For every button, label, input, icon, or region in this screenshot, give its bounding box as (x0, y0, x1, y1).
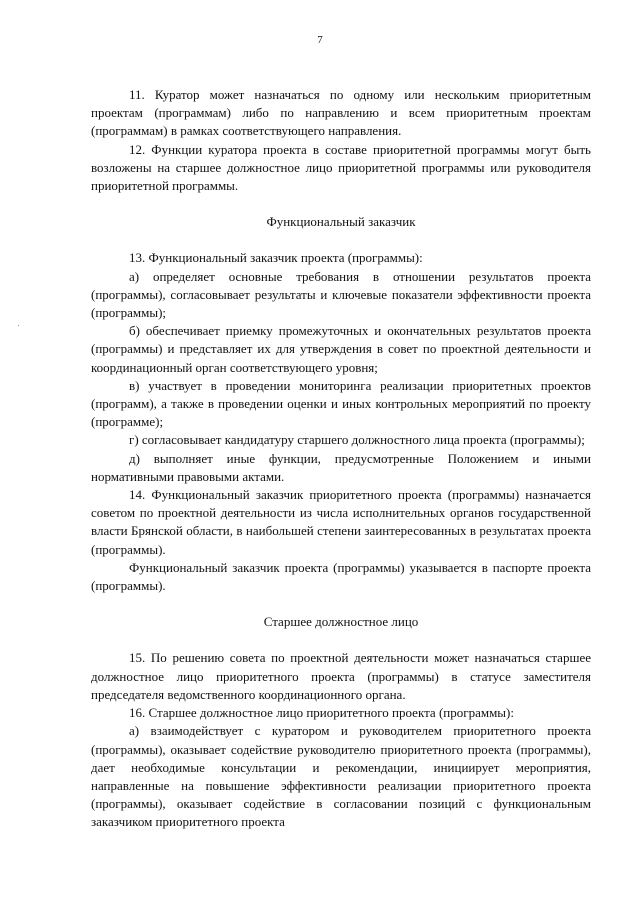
paragraph-13: 13. Функциональный заказчик проекта (программы): (129, 250, 423, 266)
paragraph-16: 16. Старшее должностное лицо приоритетного проекта (программы): (129, 705, 514, 721)
paragraph-14-note: Функциональный заказчик проекта (программы) указывается в паспорте проекта (программы). (91, 559, 591, 594)
paragraph-13-v: в) участвует в проведении мониторинга реализации приоритетных проектов (программ), а также в проведении оценки и иных контрольных мероприятий по проекту (программе); (91, 377, 591, 430)
scan-dot (18, 325, 19, 326)
section-heading-senior-official: Старшее должностное лицо (263, 614, 419, 630)
section-heading-functional-customer: Функциональный заказчик (266, 214, 416, 230)
page-number: 7 (317, 34, 323, 46)
paragraph-15: 15. По решению совета по проектной деятельности может назначаться старшее должностное лицо приоритетного проекта (программы) в статусе заместителя председателя ведомственного координационного органа. (91, 650, 591, 702)
paragraph-13-g: г) согласовывает кандидатуру старшего должностного лица проекта (программы); (129, 432, 585, 448)
paragraph-16-a: а) взаимодействует с куратором и руководителем приоритетного проекта (программы), оказывает содействие руководителю приоритетного проекта (программы), дает необходимые консультации и рекомендации, инициирует мероприятия, направленные на повышение эффективности реализации приоритетного проекта (программы), оказывает содействие в согласовании позиций с функциональным заказчиком приоритетного проекта (91, 723, 591, 830)
paragraph-14: 14. Функциональный заказчик приоритетного проекта (программы) назначается советом по проектной деятельности из числа исполнительных органов государственной власти Брянской области, в наибольшей степени заинтересованных в результатах проекта (программы). (91, 487, 591, 557)
document-body (91, 86, 591, 832)
paragraph-13-a: а) определяет основные требования в отношении результатов проекта (программы), согласовывает результаты и ключевые показатели эффективности проекта (программы); (91, 268, 591, 321)
paragraph-13-b: б) обеспечивает приемку промежуточных и окончательных результатов проекта (программы) и представляет их для утверждения в совет по проектной деятельности и координационный орган соответствующего уровня; (91, 323, 591, 375)
paragraph-11: 11. Куратор может назначаться по одному или нескольким приоритетным проектам (программам) либо по направлению и всем приоритетным проектам (программам) в рамках соответствующего направления. (91, 87, 591, 139)
paragraph-12: 12. Функции куратора проекта в составе приоритетной программы могут быть возложены на старшее должностное лицо приоритетной программы или руководителя приоритетной программы. (91, 141, 591, 194)
paragraph-13-d: д) выполняет иные функции, предусмотренные Положением и иными нормативными правовыми актами. (91, 450, 591, 484)
